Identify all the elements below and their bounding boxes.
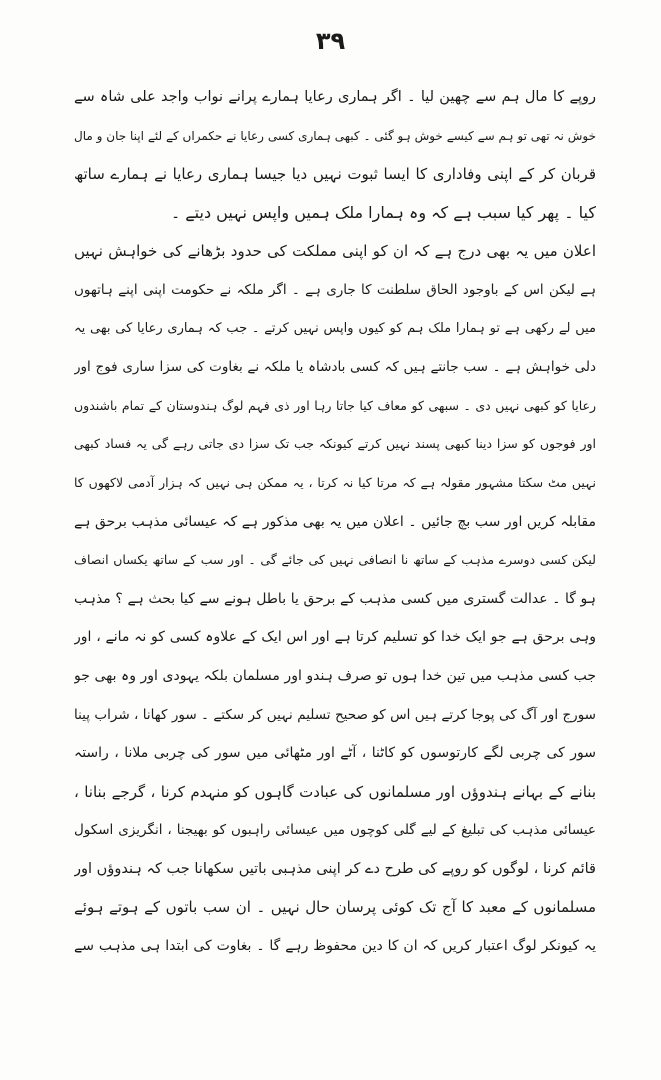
text-line: دلی خواہش ہے ۔ سب جانتے ہیں کہ کسی بادشاہ یا ملکہ نے بغاوت کی سزا ساری فوج اور xyxy=(74,359,596,376)
text-line: قائم کرنا ، لوگوں کو روپے کی طرح دے کر اپنی مذہبی باتیں سکھانا جب کہ ہندوؤں اور xyxy=(74,860,596,877)
text-line: قربان کر کے اپنی وفاداری کا ایسا ثبوت نہیں دیا جیسا ہماری رعایا نے ہمارے ساتھ xyxy=(74,165,596,184)
text-line: مقابلہ کریں اور سب بچ جائیں ۔ اعلان میں یہ بھی مذکور ہے کہ عیسائی مذہب برحق ہے xyxy=(74,513,596,530)
text-line: بنانے کے بہانے ہندوؤں اور مسلمانوں کی عبادت گاہوں کو منہدم کرنا ، گرجے بنانا ، xyxy=(74,782,596,801)
text-line: اور فوجوں کو سزا دینا کبھی پسند نہیں کرتے کیونکہ جب تک سزا دی جاتی رہے گی یہ فساد کبھی xyxy=(74,436,596,452)
text-line: عیسائی مذہب کی تبلیغ کے لیے گلی کوچوں میں عیسائی راہبوں کو بھیجنا ، انگریزی اسکول xyxy=(74,822,596,839)
text-line: سور کی چربی لگے کارتوسوں کو کاٹنا ، آٹے اور مٹھائی میں سور کی چربی ملانا ، راستہ xyxy=(74,745,596,762)
text-line: جب کسی مذہب میں تین خدا ہوں تو صرف ہندو اور مسلمان بلکہ یہودی اور وہ بھی جو xyxy=(74,667,596,684)
text-line: ہو گا ۔ عدالت گستری میں کسی مذہب کے برحق یا باطل ہونے سے کیا بحث ہے ؟ مذہب xyxy=(74,590,596,607)
text-line: روپے کا مال ہم سے چھین لیا ۔ اگر ہماری رعایا ہمارے پرانے نواب واجد علی شاہ سے xyxy=(74,89,596,105)
body-text xyxy=(74,78,596,966)
text-line: کیا ۔ پھر کیا سبب ہے کہ وہ ہمارا ملک ہمیں واپس نہیں دیتے ۔ xyxy=(170,202,596,222)
text-line: میں لے رکھی ہے تو ہمارا ملک ہم کو کیوں واپس نہیں کرتے ۔ جب کہ ہماری رعایا کی بھی یہ xyxy=(74,320,596,336)
text-line: خوش نہ تھی تو ہم سے کیسے خوش ہو گئی ۔ کبھی ہماری کسی رعایا نے حکمراں کے لئے اپنا جان و مال xyxy=(74,128,596,143)
text-line: لیکن کسی دوسرے مذہب کے ساتھ نا انصافی نہیں کی جائے گی ۔ اور سب کے ساتھ یکساں انصاف xyxy=(74,552,596,568)
text-line: سورج اور آگ کی پوجا کرتے ہیں اس کو صحیح تسلیم نہیں کر سکتے ۔ سور کھانا ، شراب پینا xyxy=(74,706,596,723)
text-line: ہے لیکن اس کے باوجود الحاق سلطنت کا جاری ہے ۔ اگر ملکہ نے حکومت اپنی اپنے ہاتھوں xyxy=(74,281,596,298)
text-line: نہیں مٹ سکتا مشہور مقولہ ہے کہ مرتا کیا نہ کرتا ، یہ ممکن ہی نہیں کہ ہزار آدمی لاکھوں کا xyxy=(74,474,596,490)
text-line: وہی برحق ہے جو ایک خدا کو تسلیم کرتا ہے اور اس ایک کے علاوہ کسی کو نہ مانے ، اور xyxy=(74,629,596,646)
page-number: ۳۹ xyxy=(315,27,346,55)
text-line: اعلان میں یہ بھی درج ہے کہ ان کو اپنی مملکت کی حدود بڑھانے کی خواہش نہیں xyxy=(74,242,596,261)
text-line: مسلمانوں کے معبد کا آج تک کوئی پرسان حال نہیں ۔ ان سب باتوں کے ہوتے ہوئے xyxy=(74,898,596,917)
text-line: یہ کیونکر لوگ اعتبار کریں کہ ان کا دین محفوظ رہے گا ۔ بغاوت کی ابتدا ہی مذہب سے xyxy=(74,938,596,955)
text-line: رعایا کو کبھی نہیں دی ۔ سبھی کو معاف کیا جاتا رہا اور ذی فہم لوگ ہندوستان کے تمام باشندوں xyxy=(74,397,596,413)
